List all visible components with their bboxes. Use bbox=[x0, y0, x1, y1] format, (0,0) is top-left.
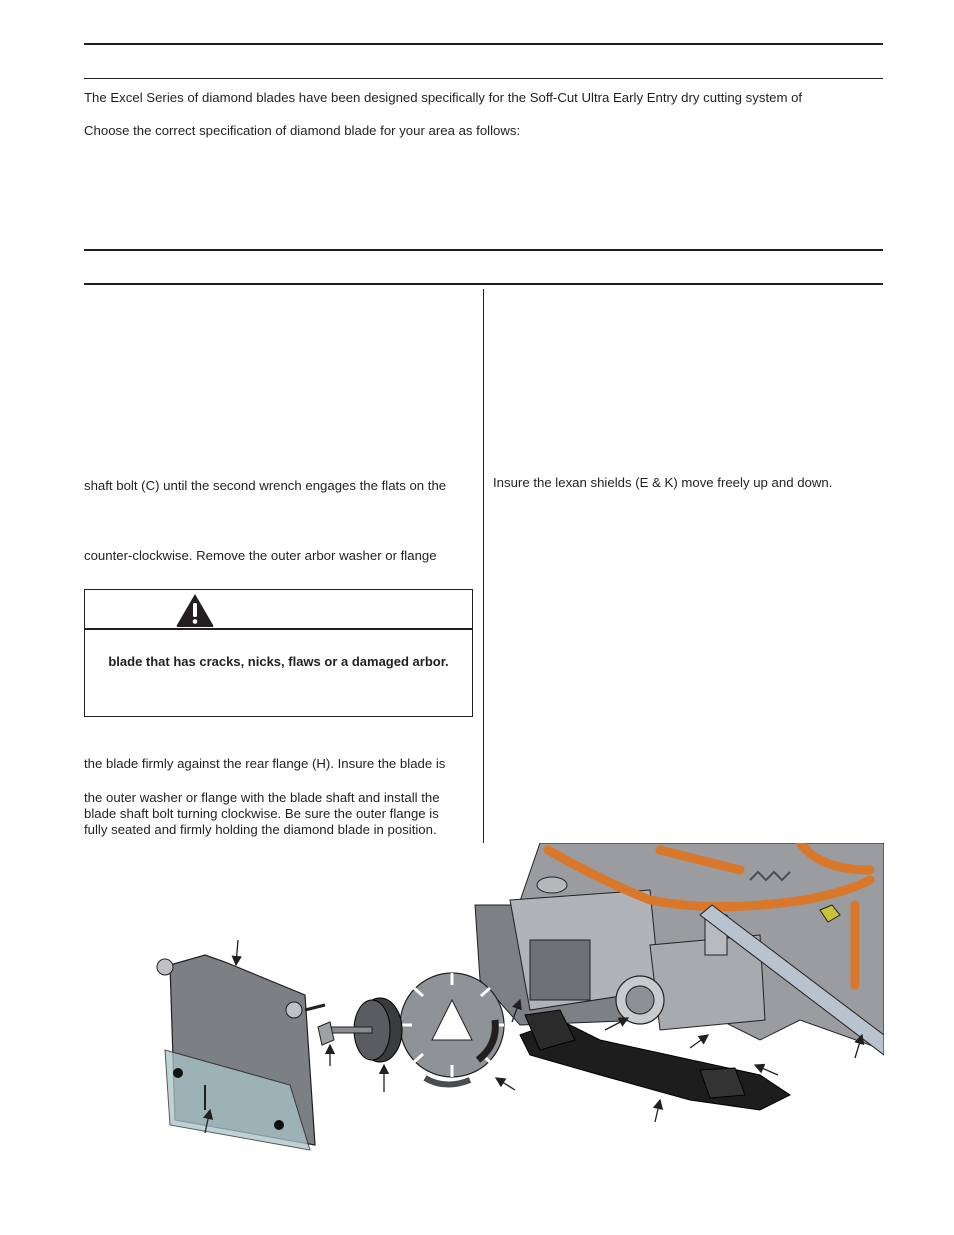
choose-paragraph: Choose the correct specification of diamond blade for your area as follows: bbox=[84, 123, 521, 138]
warning-triangle-icon bbox=[175, 592, 215, 628]
warning-text: blade that has cracks, nicks, flaws or a damaged arbor. bbox=[108, 654, 449, 669]
column-divider bbox=[483, 289, 484, 843]
section-2-top-rule bbox=[84, 249, 883, 251]
section-2-header-rule bbox=[84, 283, 883, 285]
intro-paragraph: The Excel Series of diamond blades have been designed specifically for the Soff-Cut Ultra Early Entry dry cutting system of bbox=[84, 90, 803, 105]
left-text-line: counter-clockwise. Remove the outer arbor washer or flange bbox=[84, 548, 437, 563]
left-text-line: shaft bolt (C) until the second wrench engages the flats on the bbox=[84, 478, 447, 493]
section-1-top-rule bbox=[84, 43, 883, 45]
blade-assembly-illustration bbox=[150, 843, 884, 1163]
warning-box bbox=[84, 589, 473, 717]
right-text-line: Insure the lexan shields (E & K) move freely up and down. bbox=[493, 475, 833, 490]
left-text-line: blade shaft bolt turning clockwise. Be sure the outer flange is bbox=[84, 806, 439, 821]
lexan-side-shield bbox=[157, 955, 325, 1150]
left-text-line: the outer washer or flange with the blade shaft and install the bbox=[84, 790, 440, 805]
section-1-header-rule bbox=[84, 78, 883, 79]
left-text-line: fully seated and firmly holding the diamond blade in position. bbox=[84, 822, 437, 837]
left-text-line: the blade firmly against the rear flange (H). Insure the blade is bbox=[84, 756, 446, 771]
warning-header-divider bbox=[85, 628, 472, 630]
diamond-blade bbox=[400, 973, 504, 1085]
